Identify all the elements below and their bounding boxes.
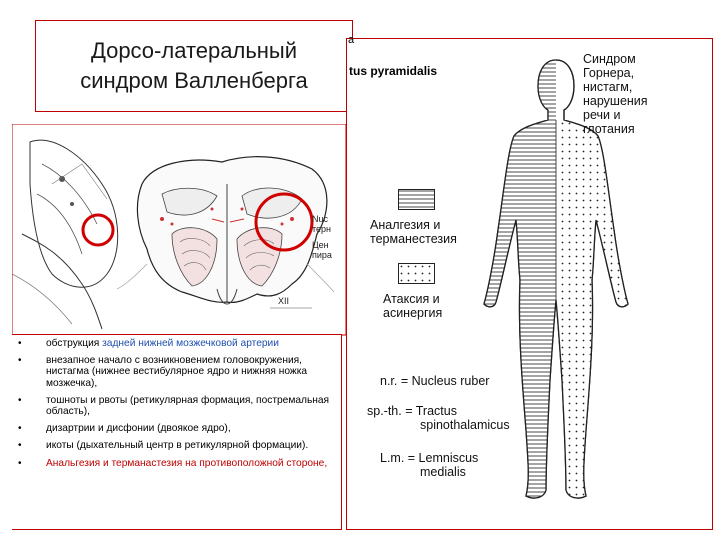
symptom-list: [18, 338, 343, 475]
brainstem-label-2: терн: [312, 224, 332, 234]
brainstem-label-xii: XII: [278, 296, 290, 306]
list-item: • икоты (дыхательный центр в ретикулярной формации).: [18, 440, 309, 452]
brainstem-label-4: пира: [312, 250, 332, 260]
list-item: • дизартрии и дисфонии (двоякое ядро),: [18, 423, 231, 435]
partial-label-top: a: [348, 34, 355, 46]
title-box: [35, 20, 353, 112]
bullet-icon: •: [18, 457, 22, 469]
list-item: • внезапное начало с возникновением головокружения, нистагма (нижнее вестибулярное ядро и нижняя ножка мозжечка),: [18, 355, 308, 389]
title-line-2: синдром Валленберга: [80, 68, 308, 93]
bullet-icon: •: [18, 338, 22, 349]
list-item: • Анальгезия и терманастезия на противоположной стороне,: [18, 457, 328, 469]
legend-dots-swatch: [398, 263, 436, 285]
abbr-lm-2: medialis: [420, 465, 466, 479]
legend-analgesia-label: Аналгезия и терманестезия: [370, 218, 457, 246]
bullet-icon: •: [18, 440, 22, 452]
brainstem-label-1: Nuc: [312, 214, 329, 224]
bullet-icon: •: [18, 394, 22, 406]
abbr-spth-2: spinothalamicus: [420, 418, 510, 432]
abbr-nr: n.r. = Nucleus ruber: [380, 374, 490, 388]
legend-ataxia-label: Атаксия и асинергия: [383, 292, 443, 320]
partial-label-pyramidalis: tus pyramidalis: [349, 64, 438, 78]
brainstem-illustration: [12, 124, 347, 336]
list-item: • тошноты и рвоты (ретикулярная формация, постремальная область),: [18, 394, 330, 418]
abbr-lm-1: L.m. = Lemniscus: [380, 451, 479, 465]
title-line-1: Дорсо-латеральный: [90, 38, 298, 63]
list-item: • обструкция задней нижней мозжечковой артерии: [18, 338, 279, 349]
bullet-icon: •: [18, 423, 22, 435]
legend-hatch-swatch: [398, 189, 436, 211]
horner-label: Синдром Горнера, нистагм, нарушения речи и глотания: [583, 52, 648, 136]
brainstem-label-3: Цен: [312, 240, 329, 250]
bullet-icon: •: [18, 355, 22, 367]
abbr-spth-1: sp.-th. = Tractus: [367, 404, 457, 418]
